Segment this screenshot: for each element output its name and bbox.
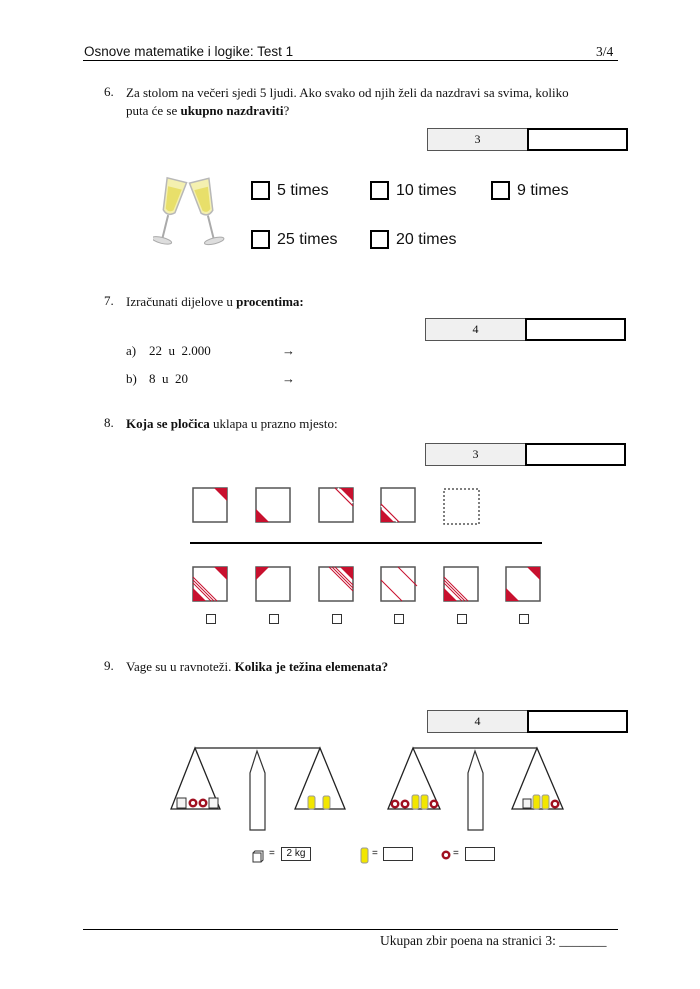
answer-checkbox-1[interactable] — [206, 614, 216, 624]
question-8-text — [126, 415, 338, 433]
option-5-times[interactable] — [251, 181, 329, 200]
page-number: 3/4 — [596, 44, 614, 59]
question-9-number: 9. — [104, 658, 114, 673]
item-a-label: a) — [126, 343, 137, 358]
cylinder-weight-input[interactable] — [383, 847, 413, 861]
q6-plain: puta će se — [126, 103, 181, 118]
checkbox[interactable] — [370, 181, 389, 200]
document-title: Osnove matematike i logike: Test 1 — [84, 44, 294, 59]
question-9-text — [126, 658, 388, 676]
option-label: 25 times — [277, 230, 338, 248]
answer-tile-5[interactable] — [443, 566, 481, 602]
option-label: 9 times — [517, 181, 569, 199]
answer-checkbox-5[interactable] — [457, 614, 467, 624]
ring-weight-input[interactable] — [465, 847, 495, 861]
equals-sign: = — [372, 848, 378, 859]
option-label: 10 times — [396, 181, 457, 199]
option-20-times[interactable] — [370, 230, 456, 249]
checkbox[interactable] — [251, 181, 270, 200]
answer-tile-1[interactable] — [192, 566, 230, 602]
question-6-text — [126, 84, 626, 120]
answer-checkbox-3[interactable] — [332, 614, 342, 624]
option-9-times[interactable] — [491, 181, 569, 200]
answer-tile-3[interactable] — [318, 566, 356, 602]
question-6-number: 6. — [104, 84, 114, 99]
item-a-expression: 22 u 2.000 — [149, 343, 211, 358]
question-7-number: 7. — [104, 293, 114, 308]
tile-separator — [190, 542, 542, 544]
points-cell: 3 — [425, 443, 525, 466]
answer-tile-6[interactable] — [505, 566, 543, 602]
sequence-tile-4 — [380, 487, 418, 523]
q8-plain: uklapa u prazno mjesto: — [209, 416, 338, 431]
points-cell: 3 — [427, 128, 527, 151]
question-8-number: 8. — [104, 415, 114, 430]
score-input-cell[interactable] — [525, 443, 626, 466]
equals-sign: = — [453, 848, 459, 859]
q9-bold: Kolika je težina elemenata? — [234, 659, 389, 674]
arrow-icon: → — [282, 343, 295, 358]
q6-end: ? — [283, 103, 290, 118]
score-input-cell[interactable] — [527, 710, 628, 733]
question-7-score-box — [425, 318, 626, 341]
q9-plain: Vage su u ravnoteži. — [126, 659, 235, 674]
balance-scale-1 — [165, 745, 355, 835]
score-input-cell[interactable] — [527, 128, 628, 151]
answer-checkbox-2[interactable] — [269, 614, 279, 624]
answer-tile-4[interactable] — [380, 566, 418, 602]
option-label: 20 times — [396, 230, 457, 248]
arrow-icon: → — [282, 371, 295, 386]
cube-icon — [252, 850, 264, 863]
option-10-times[interactable] — [370, 181, 456, 200]
option-25-times[interactable] — [251, 230, 337, 249]
question-6-line1: Za stolom na večeri sjedi 5 ljudi. Ako svako od njih želi da nazdravi sa svima, koliko — [126, 85, 569, 100]
cube-weight-value: 2 kg — [281, 847, 311, 861]
red-ring-icon — [440, 849, 452, 861]
q7-plain: Izračunati dijelove u — [126, 294, 237, 309]
points-cell: 4 — [427, 710, 527, 733]
empty-slot-tile — [442, 487, 482, 525]
balance-scale-2 — [380, 745, 580, 835]
checkbox[interactable] — [491, 181, 510, 200]
question-7-text — [126, 293, 304, 311]
item-b-expression: 8 u 20 — [149, 371, 188, 386]
question-6-line2 — [126, 102, 626, 120]
sequence-tile-1 — [192, 487, 230, 523]
question-6-score-box — [427, 128, 628, 151]
item-b-label: b) — [126, 371, 137, 386]
points-cell: 4 — [425, 318, 525, 341]
answer-tile-2[interactable] — [255, 566, 293, 602]
q6-bold: ukupno nazdraviti — [180, 103, 284, 118]
question-9-score-box — [427, 710, 628, 733]
checkbox[interactable] — [251, 230, 270, 249]
question-8-score-box — [425, 443, 626, 466]
answer-checkbox-6[interactable] — [519, 614, 529, 624]
sequence-tile-2 — [255, 487, 293, 523]
sequence-tile-3 — [318, 487, 356, 523]
answer-checkbox-4[interactable] — [394, 614, 404, 624]
header-divider — [83, 60, 618, 61]
q8-bold: Koja se pločica — [126, 416, 210, 431]
yellow-cylinder-icon — [360, 847, 370, 864]
q7-bold: procentima: — [236, 294, 304, 309]
option-label: 5 times — [277, 181, 329, 199]
champagne-glasses-icon — [153, 174, 225, 250]
score-input-cell[interactable] — [525, 318, 626, 341]
footer-divider — [83, 929, 618, 930]
equals-sign: = — [269, 848, 275, 859]
page-total-label: Ukupan zbir poena na stranici 3: _______ — [380, 933, 607, 948]
checkbox[interactable] — [370, 230, 389, 249]
